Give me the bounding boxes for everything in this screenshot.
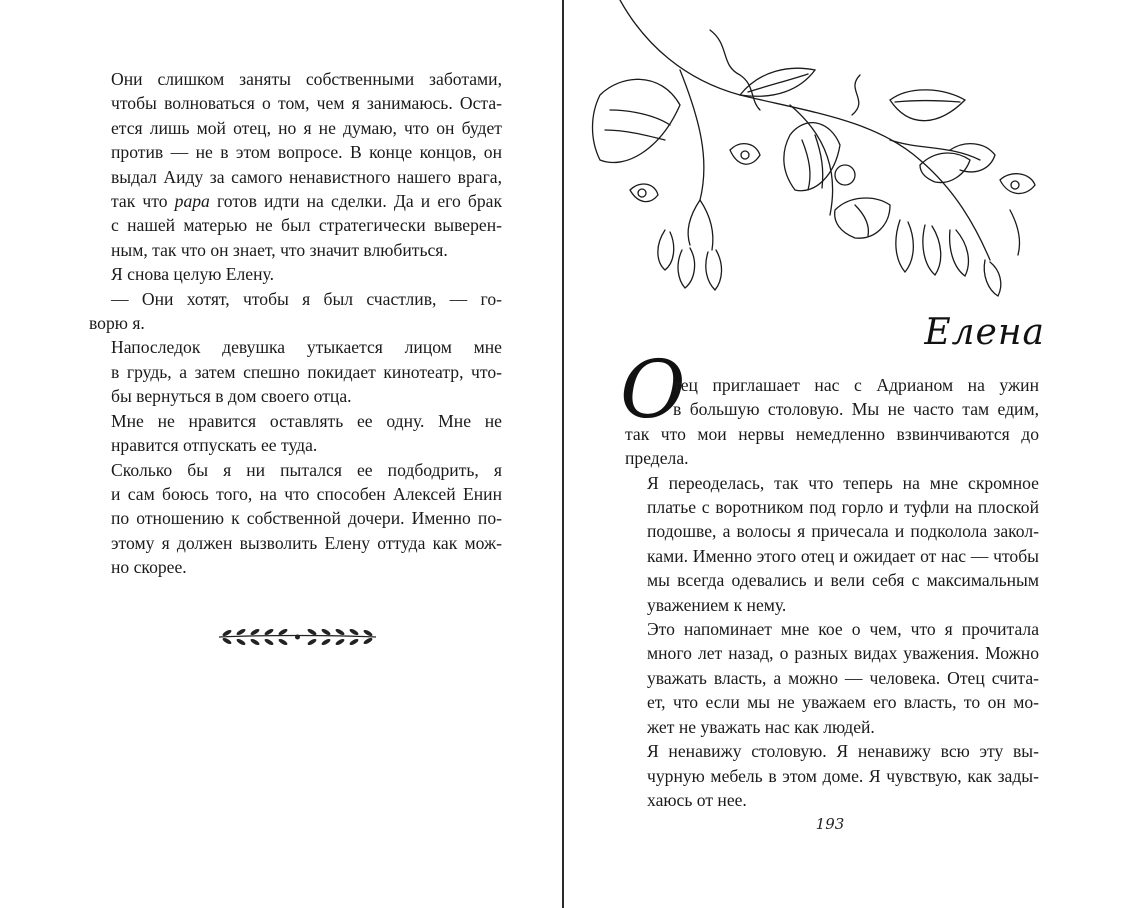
paragraph xyxy=(89,409,502,458)
paragraph xyxy=(89,287,502,336)
right-page-text xyxy=(625,373,1039,812)
text-line: тец приглашает нас с Адрианом на ужин xyxy=(673,375,1039,395)
paragraph xyxy=(89,67,502,262)
text-line: выдал Аиду за самого ненавистного нашего врага, xyxy=(111,166,502,187)
text-line: Я переоделась, так что теперь на мне скромное xyxy=(647,472,1039,493)
text-line: ет, что если мы не уважаем его власть, то он мо- xyxy=(647,692,1039,713)
text-line: ворю я. xyxy=(89,313,145,334)
section-divider-ornament xyxy=(215,622,380,652)
text-line: хаюсь от нее. xyxy=(647,789,747,810)
text-line: уважать власть, а можно — человека. Отец счита- xyxy=(647,667,1039,688)
paragraph xyxy=(625,471,1039,617)
text-line: Сколько бы я ни пытался ее подбодрить, я xyxy=(111,459,502,480)
text-line: жет не уважать нас как людей. xyxy=(647,716,875,737)
text-line: предела. xyxy=(625,448,689,469)
text-line: в большую столовую. Мы не часто там едим, xyxy=(673,399,1039,420)
text-line: Мне не нравится оставлять ее одну. Мне не xyxy=(111,410,502,431)
text-line: чтобы волноваться о том, чем я занимаюсь. Оста- xyxy=(111,93,502,114)
page-number: 193 xyxy=(815,815,845,833)
text-line: много лет назад, о разных видах уважения. Можно xyxy=(647,643,1039,664)
text-line: так что мои нервы немедленно взвинчиваются до xyxy=(625,423,1039,444)
text-line: так что papa готов идти на сделки. Да и его брак xyxy=(111,191,502,212)
text-line: этому я должен вызволить Елену оттуда как мож- xyxy=(111,532,502,553)
text-line: чурную мебель в этом доме. Я чувствую, как зады- xyxy=(647,765,1039,786)
paragraph xyxy=(89,262,502,286)
chapter-title: Елена xyxy=(924,312,1045,353)
text-line: ется лишь мой отец, но я не думаю, что он будет xyxy=(111,117,502,138)
dropcap-letter: О xyxy=(620,343,686,436)
paragraph xyxy=(625,373,1039,471)
text-line: по отношению к собственной дочери. Именно по- xyxy=(111,508,502,529)
paragraph xyxy=(89,335,502,408)
text-line: Я снова целую Елену. xyxy=(111,264,274,285)
page-gutter xyxy=(562,0,564,908)
text-line: против — не в этом вопросе. В конце концов, он xyxy=(111,142,502,163)
left-page-text xyxy=(89,67,502,580)
text-line: подошве, а волосы я причесала и подколола закол- xyxy=(647,521,1039,542)
text-line: в грудь, а затем спешно покидает кинотеатр, что- xyxy=(111,361,502,382)
text-line: Я ненавижу столовую. Я ненавижу всю эту вы- xyxy=(647,741,1039,762)
paragraph xyxy=(89,458,502,580)
text-line: ным, так что он знает, что значит влюбиться. xyxy=(111,239,448,260)
text-line: и сам боюсь того, на что способен Алексей Енин xyxy=(111,483,502,504)
text-line: Они слишком заняты собственными заботами, xyxy=(111,69,502,89)
text-line: ками. Именно этого отец и ожидает от нас — чтобы xyxy=(647,545,1039,566)
paragraph xyxy=(625,617,1039,739)
text-line: уважением к нему. xyxy=(647,594,787,615)
floral-illustration xyxy=(590,0,1050,305)
text-line: с нашей матерью не был стратегически выверен- xyxy=(111,215,502,236)
text-line: Это напоминает мне кое о чем, что я прочитала xyxy=(647,619,1039,640)
paragraph xyxy=(625,739,1039,812)
text-line: но скорее. xyxy=(111,557,187,578)
text-line: нравится отпускать ее туда. xyxy=(111,435,318,456)
text-line: мы всегда одевались и вели себя с максимальным xyxy=(647,570,1039,591)
text-line: бы вернуться в дом своего отца. xyxy=(111,386,352,407)
text-line: платье с воротником под горло и туфли на плоской xyxy=(647,497,1039,518)
text-line: Напоследок девушка утыкается лицом мне xyxy=(111,337,502,358)
text-line: — Они хотят, чтобы я был счастлив, — го- xyxy=(111,288,502,309)
